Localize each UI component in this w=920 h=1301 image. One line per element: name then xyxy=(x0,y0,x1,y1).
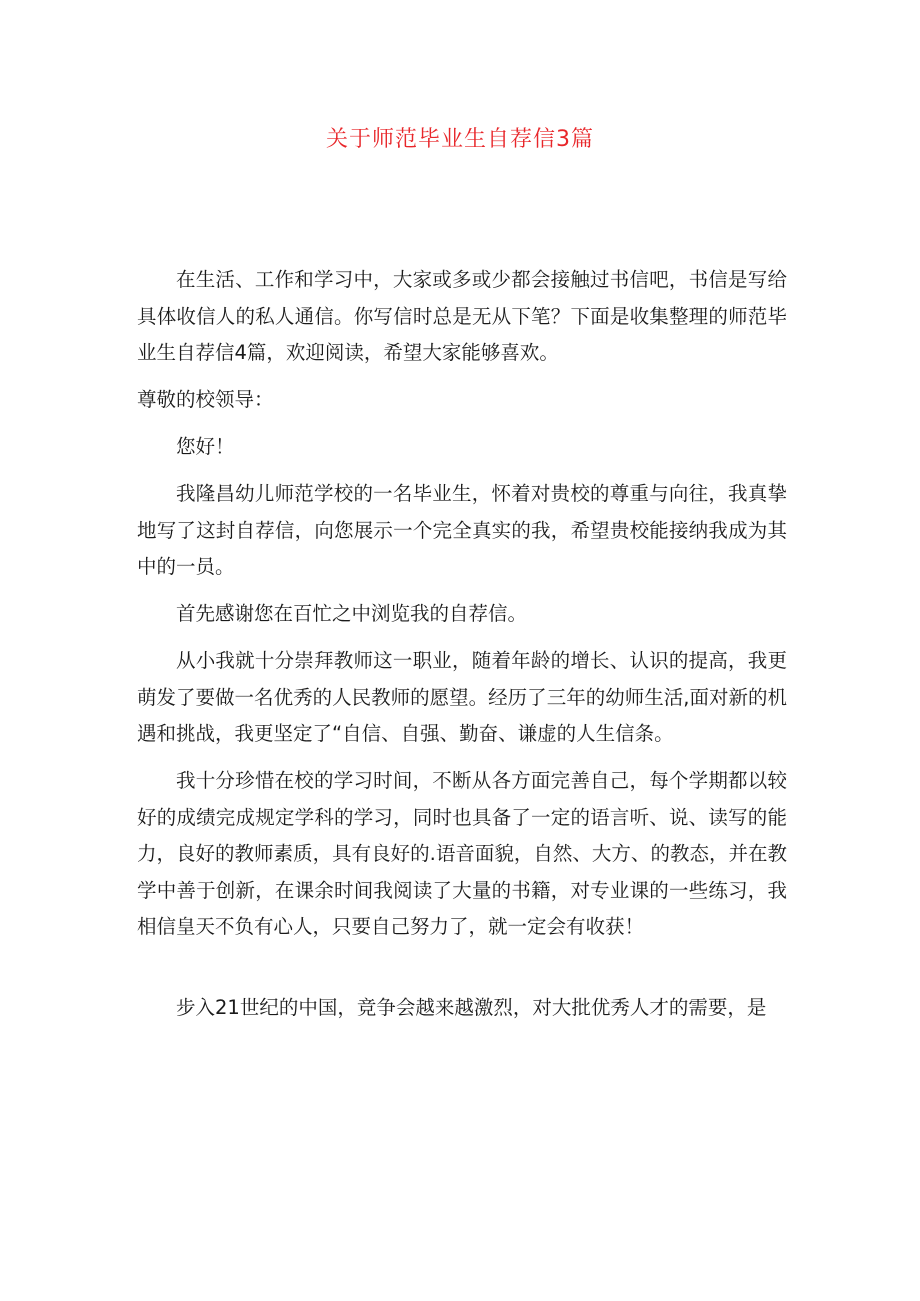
salutation: 尊敬的校领导： xyxy=(137,388,274,411)
body-paragraph-aspiration: 从小我就十分崇拜教师这一职业，随着年龄的增长、认识的提高，我更萌发了要做一名优秀的人民教师的愿望。经历了三年的幼师生活,面对新的机遇和挑战，我更坚定了“自信、自强、勤奋、谦虚的人生信条。 xyxy=(137,649,787,745)
intro-paragraph: 在生活、工作和学习中，大家或多或少都会接触过书信吧，书信是写给具体收信人的私人通信。你写信时总是无从下笔？下面是收集整理的师范毕业生自荐信4篇，欢迎阅读，希望大家能够喜欢。 xyxy=(137,268,787,364)
greeting: 您好！ xyxy=(176,435,235,458)
document-title: 关于师范毕业生自荐信3篇 xyxy=(326,127,594,152)
document-body xyxy=(137,262,787,1037)
body-paragraph-introduction: 我隆昌幼儿师范学校的一名毕业生，怀着对贵校的尊重与向往，我真挚地写了这封自荐信，向您展示一个完全真实的我，希望贵校能接纳我成为其中的一员。 xyxy=(137,482,787,578)
body-paragraph-thanks: 首先感谢您在百忙之中浏览我的自荐信。 xyxy=(176,602,528,625)
body-paragraph-study: 我十分珍惜在校的学习时间，不断从各方面完善自己，每个学期都以较好的成绩完成规定学科的学习，同时也具备了一定的语言听、说、读写的能力，良好的教师素质，具有良好的.语音面貌，自然、大方、的教态，并在教学中善于创新，在课余时间我阅读了大量的书籍，对专业课的一些练习，我相信皇天不负有心人，只要自己努力了，就一定会有收获！ xyxy=(137,769,787,938)
body-paragraph-century: 步入21世纪的中国，竞争会越来越激烈，对大批优秀人才的需要，是 xyxy=(176,995,767,1019)
